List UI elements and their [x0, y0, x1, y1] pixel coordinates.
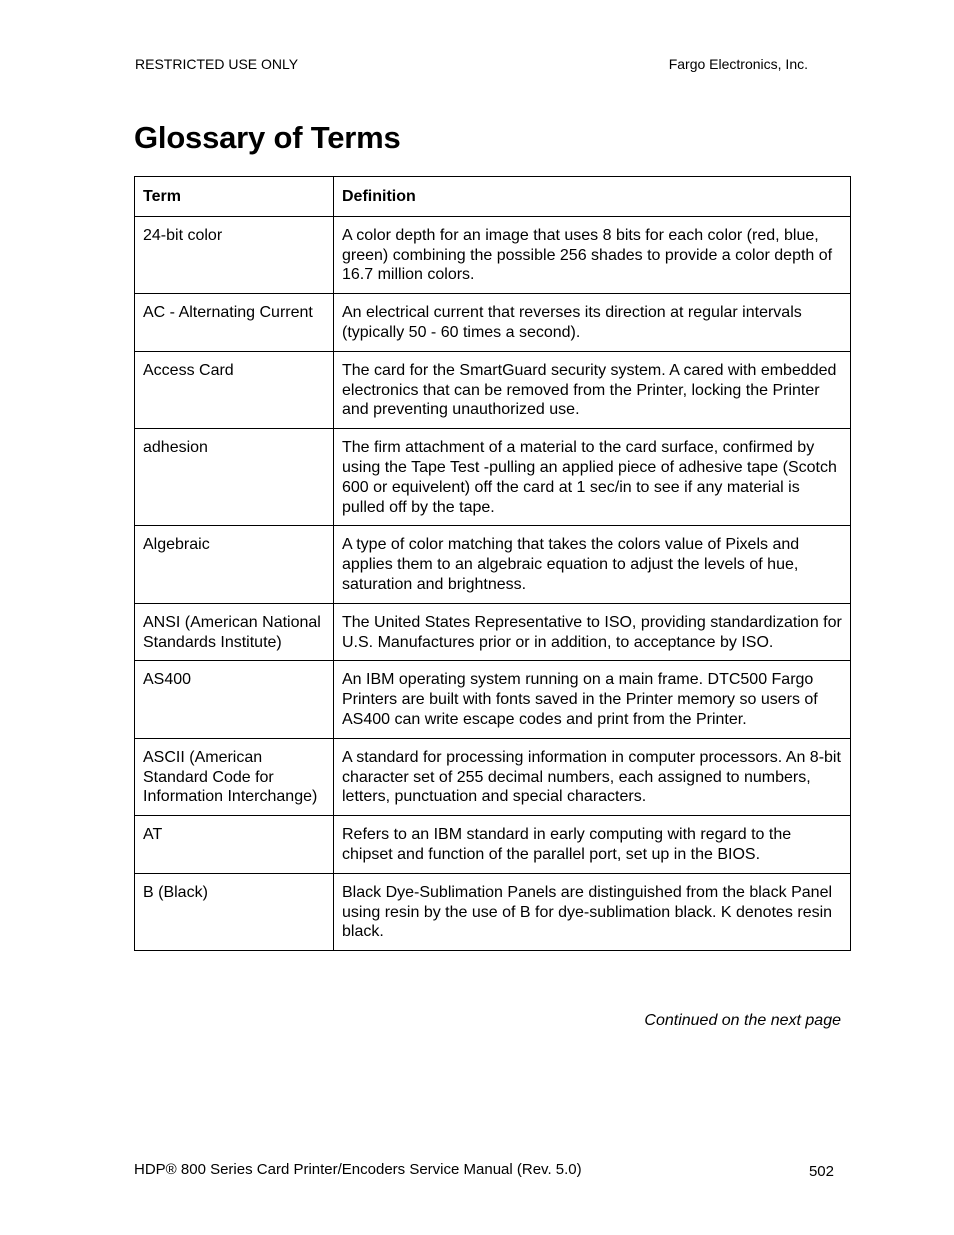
term-cell: 24-bit color: [135, 216, 334, 293]
table-row: [135, 603, 851, 661]
definition-cell: The United States Representative to ISO, providing standardization for U.S. Manufactures prior or in addition, to acceptance by ISO.: [334, 603, 851, 661]
definition-cell: A standard for processing information in computer processors. An 8-bit character set of 255 decimal numbers, each assigned to numbers, letters, punctuation and special characters.: [334, 738, 851, 815]
table-row: [135, 661, 851, 738]
definition-cell: Refers to an IBM standard in early computing with regard to the chipset and function of the parallel port, set up in the BIOS.: [334, 816, 851, 874]
term-cell: AC - Alternating Current: [135, 294, 334, 352]
definition-cell: An electrical current that reverses its direction at regular intervals (typically 50 - 60 times a second).: [334, 294, 851, 352]
term-cell: Algebraic: [135, 526, 334, 603]
definition-cell: The card for the SmartGuard security system. A cared with embedded electronics that can be removed from the Printer, locking the Printer and preventing unauthorized use.: [334, 351, 851, 428]
term-cell: AS400: [135, 661, 334, 738]
table-row: [135, 351, 851, 428]
table-row: [135, 816, 851, 874]
term-cell: Access Card: [135, 351, 334, 428]
header-restricted-label: RESTRICTED USE ONLY: [135, 56, 299, 72]
term-cell: ANSI (American National Standards Institute): [135, 603, 334, 661]
header-company-name: Fargo Electronics, Inc.: [668, 56, 808, 72]
table-row: [135, 873, 851, 950]
column-header-term: Term: [135, 177, 334, 217]
table-row: [135, 294, 851, 352]
term-cell: B (Black): [135, 873, 334, 950]
continued-note: Continued on the next page: [644, 1012, 841, 1029]
definition-cell: Black Dye-Sublimation Panels are distinguished from the black Panel using resin by the use of B for dye-sublimation black. K denotes resin black.: [334, 873, 851, 950]
page-number: 502: [808, 1163, 834, 1180]
table-row: [135, 216, 851, 293]
table-row: [135, 738, 851, 815]
term-cell: adhesion: [135, 429, 334, 526]
footer-manual-title: HDP® 800 Series Card Printer/Encoders Service Manual (Rev. 5.0): [134, 1161, 582, 1178]
term-cell: AT: [135, 816, 334, 874]
table-header-row: [135, 177, 851, 217]
table-row: [135, 429, 851, 526]
glossary-table: [134, 176, 851, 951]
definition-cell: The firm attachment of a material to the card surface, confirmed by using the Tape Test -pulling an applied piece of adhesive tape (Scotch 600 or equivelent) off the card at 1 sec/in to see if any material is pulled off by the tape.: [334, 429, 851, 526]
column-header-definition: Definition: [334, 177, 851, 217]
definition-cell: A color depth for an image that uses 8 bits for each color (red, blue, green) combining the possible 256 shades to provide a color depth of 16.7 million colors.: [334, 216, 851, 293]
definition-cell: A type of color matching that takes the colors value of Pixels and applies them to an algebraic equation to adjust the levels of hue, saturation and brightness.: [334, 526, 851, 603]
page-title: Glossary of Terms: [134, 120, 401, 155]
definition-cell: An IBM operating system running on a main frame. DTC500 Fargo Printers are built with fonts saved in the Printer memory so users of AS400 can write escape codes and print from the Printer.: [334, 661, 851, 738]
table-row: [135, 526, 851, 603]
term-cell: ASCII (American Standard Code for Information Interchange): [135, 738, 334, 815]
